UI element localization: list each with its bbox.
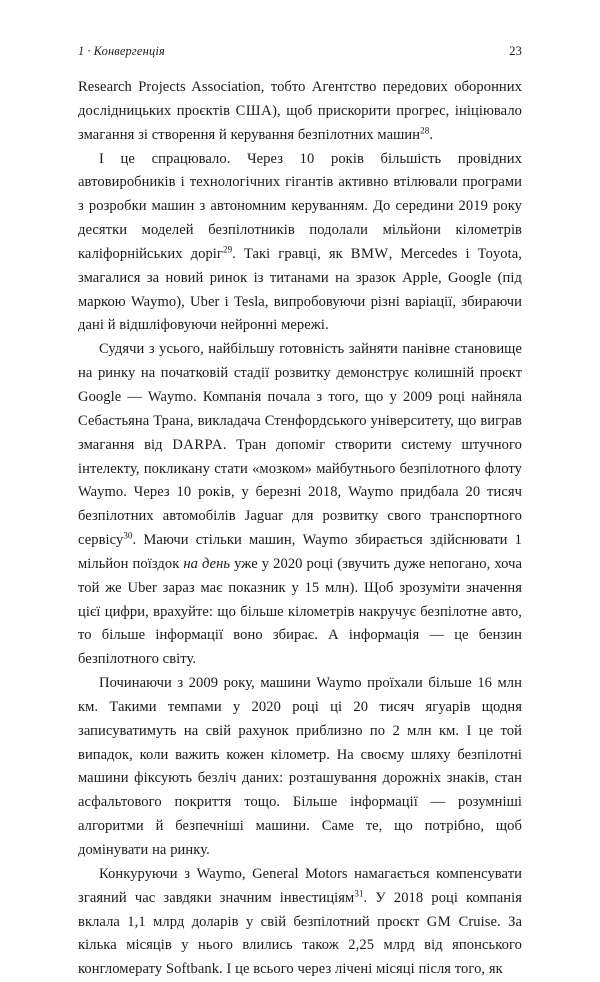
text-run: . Маючи стільки машин, Waymo збирається здійснювати 1 мільйон поїздок [78, 532, 522, 572]
text-run: Конкуруючи з Waymo, General Motors намагається компенсувати згаяний час завдяки значним інвестиціям [78, 865, 522, 906]
running-head [78, 44, 522, 62]
text-run: Research Projects Association, тобто Агентство передових оборонних дослідницьких проєктів [78, 79, 522, 119]
running-head-separator: · [87, 44, 91, 58]
text-run: , Mercedes і Toyota, змагалися за новий ринок із титанами на зразок Apple, Google (під маркою Waymo), Uber і Tesla, випробовуючи різні варіації, збираючи дані й відшліфовуючи нейронні мережі. [78, 245, 522, 334]
italic-run: на день [183, 555, 231, 572]
small-caps-run: BMW [350, 245, 389, 262]
text-run: . У 2018 році компанія вклала 1,1 млрд доларів у свій безпілотний проєкт [78, 889, 522, 930]
text-run: ), щоб прискорити прогрес, ініціювало змагання зі створення й керування безпілотних машин [78, 102, 522, 143]
text-run: . Тран допоміг створити систему штучного інтелекту, покликану стати «мозком» майбутнього безпілотного флоту Waymo. Через 10 років, у березні 2018, Waymo придбала 20 тисяч безпілотних автомобілів Jaguar для розвитку свого транспортного сервісу [78, 436, 522, 549]
body-text-block [78, 76, 522, 982]
page-number: 23 [509, 44, 522, 58]
paragraph [78, 672, 522, 863]
paragraph [78, 338, 522, 672]
text-run: . [429, 126, 434, 143]
paragraph [78, 76, 522, 148]
text-run: уже у 2020 році (звучить дуже непогано, хоча той же Uber зараз має показник у 15 млн). Щоб зрозуміти значення цієї цифри, врахуйте: що більше кілометрів накручує безпілотне авто, то більше інформації воно збирає. А інформація — це бензин безпілотного світу. [78, 555, 523, 668]
paragraph [78, 863, 522, 982]
text-run: Судячи з усього, найбільшу готовність зайняти панівне становище на ринку на початковій стадії розвитку демонструє колишній проєкт Google — Waymo. Компанія почала з того, що у 2009 році найняла Себастьяна Трана, викладача Стенфордського університету, що виграв змагання від [78, 341, 522, 453]
running-head-chapter [78, 44, 165, 59]
small-caps-run: GM [426, 913, 452, 930]
running-head-chapter-title: Конвергенція [93, 44, 165, 58]
small-caps-run: DARPA [172, 436, 223, 453]
text-run: І це спрацювало. Через 10 років більшість провідних автовиробників і технологічних гігантів активно втілювали програми з розробки машин з автономним керуванням. До середини 2019 року десятки моделей безпілотників подолали мільйони кілометрів каліфорнійських доріг [78, 150, 522, 262]
footnote-marker: 28 [420, 125, 430, 136]
text-run: Cruise. За кілька місяців у нього влились також 2,25 млрд від японського конгломерату Softbank. І це всього через лічені місяці після того, як [78, 913, 522, 978]
footnote-marker: 29 [222, 244, 233, 255]
text-run: Починаючи з 2009 року, машини Waymo проїхали більше 16 млн км. Такими темпами у 2020 році ці 20 тисяч ягуарів щодня записуватимуть на свій рахунок приблизно по 2 млн км. І це той випадок, коли важить кожен кілометр. На своєму шляху безпілотні машини фіксують безліч даних: розташування дорожніх знаків, стан асфальтового покриття тощо. Більше інформації — розумніші алгоритми й безпечніші машини. Саме те, що потрібно, щоб домінувати на ринку. [78, 675, 522, 858]
small-caps-run: США [235, 102, 273, 119]
paragraph [78, 148, 522, 339]
footnote-marker: 30 [123, 530, 133, 541]
footnote-marker: 31 [354, 888, 364, 899]
text-run: . Такі гравці, як [232, 245, 351, 262]
running-head-chapter-number: 1 [78, 44, 85, 58]
